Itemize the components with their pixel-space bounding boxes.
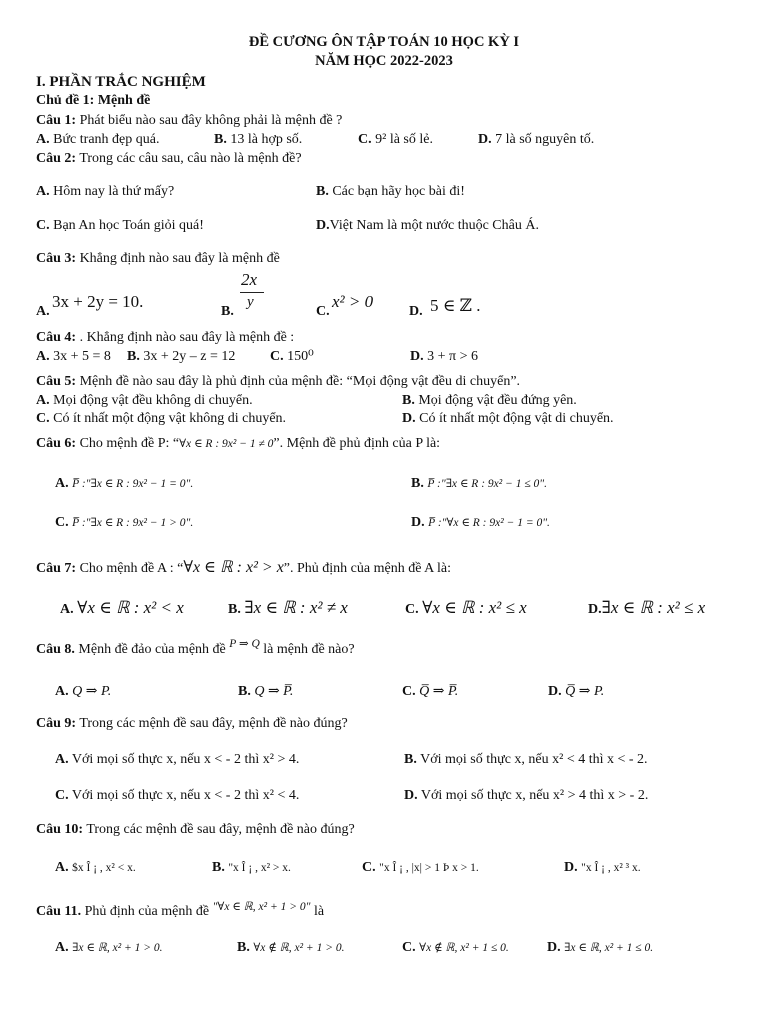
question-3: [36, 251, 280, 267]
option-d[interactable]: D. 3 + π > 6: [410, 349, 478, 364]
inline-math: ∀x ∈ ℝ : x² > x: [183, 559, 284, 576]
option-c-math[interactable]: x² > 0: [332, 292, 374, 311]
option-d[interactable]: D. Có ít nhất một động vật di chuyển.: [402, 411, 614, 426]
question-7: Câu 7: Cho mệnh đề A : “∀x ∈ ℝ : x² > x”. Phủ định của mệnh đề A là:: [36, 559, 451, 576]
question-10: [36, 822, 355, 838]
document-title: ĐỀ CƯƠNG ÔN TẬP TOÁN 10 HỌC KỲ I: [248, 34, 520, 50]
option-a[interactable]: A. Bức tranh đẹp quá.: [36, 132, 160, 147]
inline-math: "∀x ∈ ℝ, x² + 1 > 0": [212, 901, 311, 913]
question-5: [36, 374, 520, 390]
option-d[interactable]: D.: [409, 304, 423, 319]
option-d-math[interactable]: 5 ∈ ℤ .: [430, 296, 481, 315]
option-b[interactable]: B. "x Î ¡ , x² > x.: [212, 860, 291, 875]
question-label: Câu 9:: [36, 716, 77, 731]
option-d[interactable]: D. P̅ :"∀x ∈ R : 9x² − 1 = 0".: [411, 515, 550, 530]
question-label: Câu 3:: [36, 251, 77, 266]
question-label: Câu 5:: [36, 374, 77, 389]
question-text: Trong các mệnh đề sau đây, mệnh đề nào đúng?: [79, 716, 348, 731]
fraction-denominator: y: [247, 294, 254, 310]
question-label: Câu 11.: [36, 904, 82, 919]
section-heading: I. PHẦN TRẮC NGHIỆM: [36, 74, 206, 90]
option-c[interactable]: C. Bạn An học Toán giỏi quá!: [36, 218, 204, 233]
option-b[interactable]: B. 3x + 2y – z = 12: [127, 349, 236, 364]
option-c[interactable]: C. ∀x ∈ ℝ : x² ≤ x: [405, 598, 527, 617]
question-text: . Khẳng định nào sau đây là mệnh đề :: [79, 330, 295, 345]
question-text: Trong các mệnh đề sau đây, mệnh đề nào đúng?: [86, 822, 355, 837]
option-c[interactable]: C. ∀x ∉ ℝ, x² + 1 ≤ 0.: [402, 940, 509, 955]
option-b[interactable]: B. 13 là hợp số.: [214, 132, 303, 147]
option-c[interactable]: C. 9² là số lẻ.: [358, 132, 433, 147]
question-text: Khẳng định nào sau đây là mệnh đề: [79, 251, 280, 266]
question-4: [36, 330, 294, 346]
question-text: Phát biểu nào sau đây không phải là mệnh đề ?: [79, 113, 343, 128]
option-c[interactable]: C.: [316, 304, 330, 319]
option-b[interactable]: B. Mọi động vật đều đứng yên.: [402, 393, 577, 408]
option-b[interactable]: B. ∃x ∈ ℝ : x² ≠ x: [228, 598, 348, 617]
option-d[interactable]: D. Với mọi số thực x, nếu x² > 4 thì x > - 2.: [404, 788, 649, 803]
option-c[interactable]: C. P̅ :"∃x ∈ R : 9x² − 1 > 0".: [55, 515, 194, 530]
question-label: Câu 8.: [36, 642, 75, 657]
option-a[interactable]: A. ∀x ∈ ℝ : x² < x: [60, 598, 184, 617]
option-c[interactable]: C. Với mọi số thực x, nếu x < - 2 thì x² < 4.: [55, 788, 300, 803]
option-a[interactable]: A.: [36, 304, 50, 319]
option-a[interactable]: A. Q ⇒ P.: [55, 684, 112, 699]
question-2: [36, 151, 302, 167]
option-c[interactable]: C. "x Î ¡ , |x| > 1 Þ x > 1.: [362, 860, 479, 875]
option-c[interactable]: C. Có ít nhất một động vật không di chuyển.: [36, 411, 287, 426]
question-6: Câu 6: Cho mệnh đề P: “∀x ∈ R : 9x² − 1 ≠ 0”. Mệnh đề phủ định của P là:: [36, 436, 441, 451]
question-9: [36, 716, 348, 732]
question-text: Mệnh đề nào sau đây là phủ định của mệnh đề: “Mọi động vật đều di chuyển”.: [79, 374, 521, 389]
option-d[interactable]: D. Q̅ ⇒ P.: [548, 684, 605, 699]
option-b[interactable]: B. Q ⇒ P̅.: [238, 684, 294, 699]
option-c[interactable]: C. Q̅ ⇒ P̅.: [402, 684, 459, 699]
option-b[interactable]: B. P̅ :"∃x ∈ R : 9x² − 1 ≤ 0".: [411, 476, 547, 491]
question-8: Câu 8. Mệnh đề đảo của mệnh đề $^{P \Rightarrow Q}$ là mệnh đề nào?: [36, 638, 355, 657]
fraction-numerator: 2x: [241, 270, 258, 289]
option-d[interactable]: D.∃x ∈ ℝ : x² ≤ x: [588, 598, 706, 617]
option-b[interactable]: B.: [221, 304, 234, 319]
question-label: Câu 4:: [36, 330, 77, 345]
option-d[interactable]: D.Việt Nam là một nước thuộc Châu Á.: [316, 218, 539, 233]
option-c[interactable]: C. 150⁰: [270, 349, 314, 364]
option-a[interactable]: A. 3x + 5 = 8: [36, 349, 111, 364]
option-b[interactable]: B. ∀x ∉ ℝ, x² + 1 > 0.: [237, 940, 345, 955]
option-d[interactable]: D. "x Î ¡ , x² ³ x.: [564, 860, 641, 875]
question-label: Câu 6:: [36, 436, 77, 451]
question-label: Câu 2:: [36, 151, 77, 166]
inline-math: P ⇒ Q: [229, 638, 260, 650]
question-11: Câu 11. Phủ định của mệnh đề $^{"\forall x \in ℝ, x^2 + 1 > 0"}$ là: [36, 901, 325, 919]
option-b[interactable]: B. Với mọi số thực x, nếu x² < 4 thì x < - 2.: [404, 752, 648, 767]
option-a[interactable]: A. Với mọi số thực x, nếu x < - 2 thì x² > 4.: [55, 752, 300, 767]
question-label: Câu 10:: [36, 822, 84, 837]
option-a[interactable]: A. Hôm nay là thứ mấy?: [36, 184, 175, 199]
school-year: NĂM HỌC 2022-2023: [315, 53, 453, 69]
option-a[interactable]: A. P̅ :"∃x ∈ R : 9x² − 1 = 0".: [55, 476, 194, 491]
option-d[interactable]: D. 7 là số nguyên tố.: [478, 132, 595, 147]
option-d[interactable]: D. ∃x ∈ ℝ, x² + 1 ≤ 0.: [547, 940, 654, 955]
fraction-bar: [240, 292, 264, 293]
question-label: Câu 1:: [36, 113, 77, 128]
option-a[interactable]: A. ∃x ∈ ℝ, x² + 1 > 0.: [55, 940, 163, 955]
topic-heading: Chủ đề 1: Mệnh đề: [36, 93, 151, 108]
question-1: [36, 113, 342, 129]
inline-math: ∀x ∈ R : 9x² − 1 ≠ 0: [179, 438, 274, 450]
option-a[interactable]: A. $x Î ¡ , x² < x.: [55, 860, 136, 875]
question-text: Trong các câu sau, câu nào là mệnh đề?: [79, 151, 302, 166]
option-b[interactable]: B. Các bạn hãy học bài đi!: [316, 184, 465, 199]
question-label: Câu 7:: [36, 561, 77, 576]
option-a-math[interactable]: 3x + 2y = 10.: [52, 292, 144, 311]
option-a[interactable]: A. Mọi động vật đều không di chuyển.: [36, 393, 253, 408]
